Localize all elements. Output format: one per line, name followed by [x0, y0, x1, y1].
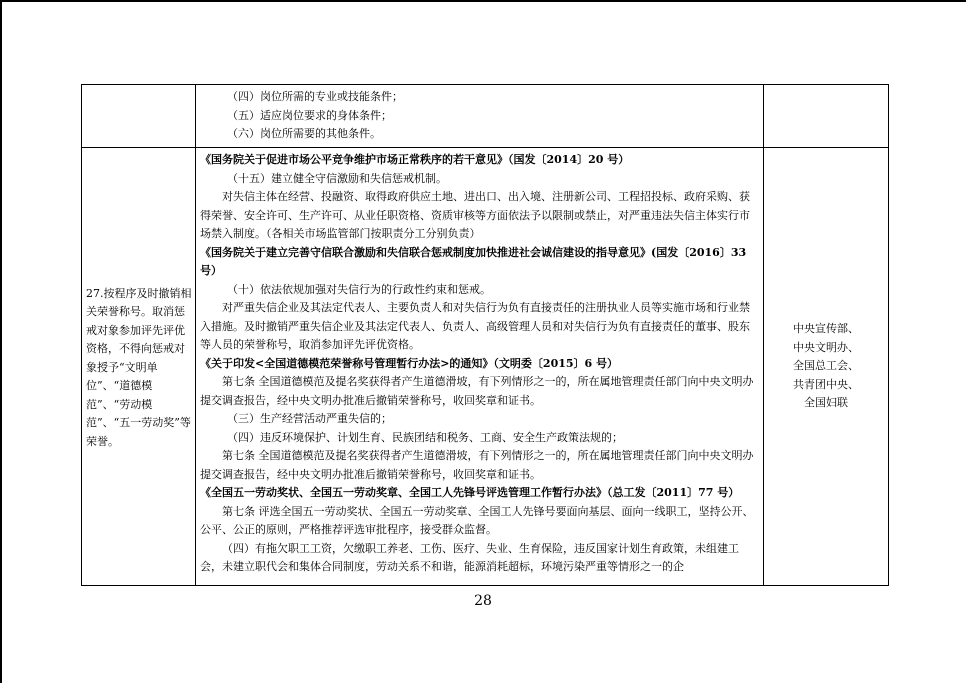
policy-title: 《关于印发<全国道德模范荣誉称号管理暂行办法>的通知》（文明委〔2015〕6 号） — [200, 356, 619, 370]
page-number: 28 — [474, 593, 492, 609]
basis-text — [196, 148, 763, 579]
department-name: 中央文明办、 — [793, 340, 859, 354]
page-left-border — [0, 0, 2, 683]
policy-clause: （四）违反环境保护、计划生育、民族团结和税务、工商、安全生产政策法规的； — [227, 430, 623, 444]
basis-line: （五）适应岗位要求的身体条件； — [227, 108, 392, 122]
policy-clause: （三）生产经营活动严重失信的； — [227, 412, 392, 425]
measure-cell-empty — [82, 85, 196, 148]
policy-title: 《国务院关于促进市场公平竞争维护市场正常秩序的若干意见》（国发〔2014〕20 号） — [200, 153, 630, 166]
measure-cell — [82, 148, 196, 586]
measures-table — [81, 84, 889, 586]
table-row-measure-27 — [82, 148, 889, 586]
policy-paragraph: 第七条 评选全国五一劳动奖状、全国五一劳动奖章、全国工人先锋号要面向基层、面向一线职工，坚持公开、公平、公正的原则，严格推荐评选审批程序，接受群众监督。 — [200, 504, 754, 536]
policy-paragraph: 第七条 全国道德模范及提名奖获得者产生道德滑坡，有下列情形之一的，所在属地管理责任部门向中央文明办提交调查报告，经中央文明办批准后撤销荣誉称号，收回奖章和证书。 — [200, 449, 754, 481]
basis-line: （六）岗位所需要的其他条件。 — [227, 127, 381, 140]
policy-paragraph: 第七条 全国道德模范及提名奖获得者产生道德滑坡，有下列情形之一的，所在属地管理责任部门向中央文明办提交调查报告，经中央文明办批准后撤销荣誉称号，收回奖章和证书。 — [200, 375, 754, 407]
policy-clause: （十）依法依规加强对失信行为的行政性约束和惩戒。 — [227, 282, 491, 296]
page-top-border — [0, 0, 966, 2]
policy-title: 《国务院关于建立完善守信联合激励和失信联合惩戒制度加快推进社会诚信建设的指导意见》(国发〔2016〕33 号） — [200, 245, 747, 277]
department-name: 全国总工会、 — [793, 359, 859, 373]
basis-line: （四）岗位所需的专业或技能条件； — [227, 90, 403, 103]
policy-paragraph: 对严重失信企业及其法定代表人、主要负责人和对失信行为负有直接责任的注册执业人员等实施市场和行业禁入措施。及时撤销严重失信企业及其法定代表人、负责人、高级管理人员和对失信行为负有直接责任的董事、股东等人员的荣誉称号，取消参加评先评优资格。 — [200, 301, 750, 351]
policy-clause: （十五）建立健全守信激励和失信惩戒机制。 — [227, 171, 447, 185]
policy-paragraph: （四）有拖欠职工工资，欠缴职工养老、工伤、医疗、失业、生育保险，违反国家计划生育政策，未组建工会，未建立职代会和集体合同制度，劳动关系不和谐，能源消耗超标，环境污染严重等情形之一的企 — [200, 541, 739, 573]
basis-text-continued — [196, 85, 763, 146]
department-cell — [764, 148, 889, 586]
measure-text: 27.按程序及时撤销相关荣誉称号。取消惩戒对象参加评先评优资格，不得向惩戒对象授予“文明单位”、“道德模范”、“劳动模范”、“五一劳动奖”等荣誉。 — [86, 286, 192, 448]
department-name: 中央宣传部、 — [793, 322, 859, 336]
department-list — [764, 320, 888, 413]
policy-paragraph: 对失信主体在经营、投融资、取得政府供应土地、进出口、出入境、注册新公司、工程招投标、政府采购、获得荣誉、安全许可、生产许可、从业任职资格、资质审核等方面依法予以限制或禁止，对严重违法失信主体实行市场禁入制度。（各相关市场监管部门按职责分工分别负责） — [200, 190, 750, 240]
policy-title: 《全国五一劳动奖状、全国五一劳动奖章、全国工人先锋号评选管理工作暂行办法》（总工发〔2011〕77 号） — [200, 486, 740, 499]
table-row-continued — [82, 85, 889, 148]
basis-cell-continued — [196, 85, 764, 148]
department-name: 全国妇联 — [804, 396, 848, 410]
department-cell-empty — [764, 85, 889, 148]
department-name: 共青团中央、 — [793, 377, 859, 391]
basis-cell — [196, 148, 764, 586]
